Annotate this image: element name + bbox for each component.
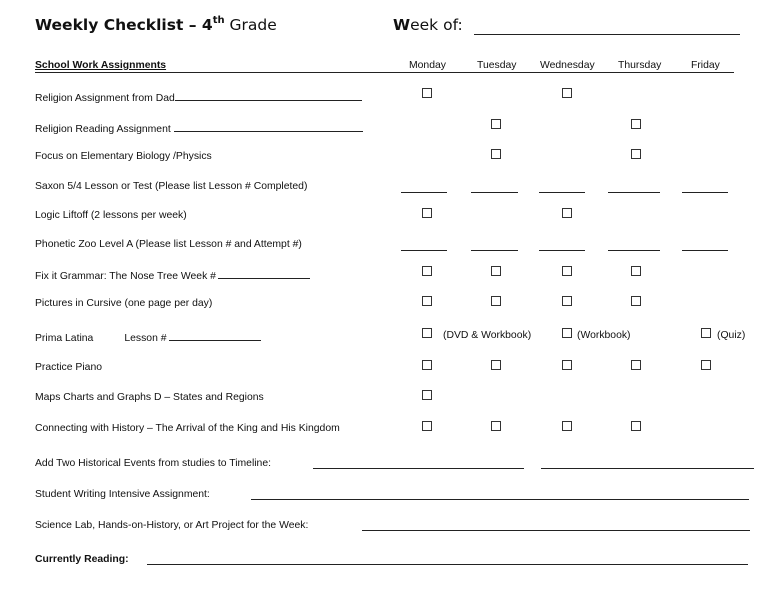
checkbox-monday[interactable] bbox=[422, 390, 432, 400]
list-item: Currently Reading: bbox=[35, 554, 129, 565]
list-item: Maps Charts and Graphs D – States and Regions bbox=[35, 392, 264, 403]
timeline-blank-1[interactable] bbox=[313, 468, 524, 469]
checkbox-tuesday[interactable] bbox=[491, 296, 501, 306]
list-item bbox=[35, 90, 362, 104]
checkbox-tuesday[interactable] bbox=[491, 360, 501, 370]
title-superscript: th bbox=[212, 15, 225, 26]
day-tuesday: Tuesday bbox=[477, 60, 517, 71]
day-friday: Friday bbox=[691, 60, 720, 71]
lesson-label: Lesson # bbox=[124, 333, 167, 344]
fill-blank[interactable] bbox=[218, 268, 310, 279]
list-item: Connecting with History – The Arrival of the King and His Kingdom bbox=[35, 423, 340, 434]
checkbox-thursday[interactable] bbox=[631, 360, 641, 370]
row-label: Fix it Grammar: The Nose Tree Week # bbox=[35, 271, 216, 282]
week-of-rest: eek of: bbox=[410, 16, 463, 34]
checkbox-wednesday[interactable] bbox=[562, 88, 572, 98]
list-item: Practice Piano bbox=[35, 362, 102, 373]
note-quiz: (Quiz) bbox=[717, 330, 746, 341]
page-title bbox=[35, 16, 277, 34]
blank-thursday[interactable] bbox=[608, 250, 660, 251]
list-item bbox=[35, 268, 310, 282]
checkbox-thursday[interactable] bbox=[631, 149, 641, 159]
checkbox-wednesday[interactable] bbox=[562, 360, 572, 370]
checkbox-tuesday[interactable] bbox=[491, 421, 501, 431]
checkbox-friday[interactable] bbox=[701, 360, 711, 370]
days-underline bbox=[393, 72, 734, 73]
list-item: Science Lab, Hands-on-History, or Art Project for the Week: bbox=[35, 520, 309, 531]
checkbox-monday[interactable] bbox=[422, 266, 432, 276]
note-dvd-workbook: (DVD & Workbook) bbox=[443, 330, 532, 341]
checkbox-thursday[interactable] bbox=[631, 296, 641, 306]
checkbox-monday[interactable] bbox=[422, 328, 432, 338]
reading-blank[interactable] bbox=[147, 564, 748, 565]
fill-blank[interactable] bbox=[169, 330, 261, 341]
checkbox-wednesday[interactable] bbox=[562, 208, 572, 218]
list-item: Focus on Elementary Biology /Physics bbox=[35, 151, 212, 162]
checkbox-wednesday[interactable] bbox=[562, 296, 572, 306]
checkbox-wednesday[interactable] bbox=[562, 421, 572, 431]
row-label: Religion Reading Assignment bbox=[35, 124, 171, 135]
checkbox-monday[interactable] bbox=[422, 360, 432, 370]
heading-underline bbox=[35, 72, 393, 73]
day-thursday: Thursday bbox=[618, 60, 662, 71]
checkbox-wednesday[interactable] bbox=[562, 328, 572, 338]
checkbox-thursday[interactable] bbox=[631, 421, 641, 431]
blank-friday[interactable] bbox=[682, 250, 728, 251]
week-of-label bbox=[393, 16, 463, 34]
row-label: Prima Latina bbox=[35, 333, 94, 344]
list-item: Phonetic Zoo Level A (Please list Lesson # and Attempt #) bbox=[35, 239, 302, 250]
blank-monday[interactable] bbox=[401, 192, 447, 193]
blank-tuesday[interactable] bbox=[471, 192, 518, 193]
week-of-blank[interactable] bbox=[474, 34, 740, 35]
blank-thursday[interactable] bbox=[608, 192, 660, 193]
title-suffix: Grade bbox=[224, 16, 277, 35]
week-of-initial: W bbox=[393, 16, 411, 34]
blank-wednesday[interactable] bbox=[539, 192, 585, 193]
table-heading: School Work Assignments bbox=[35, 60, 167, 71]
checkbox-wednesday[interactable] bbox=[562, 266, 572, 276]
fill-blank[interactable] bbox=[174, 121, 363, 132]
checkbox-thursday[interactable] bbox=[631, 119, 641, 129]
fill-blank[interactable] bbox=[175, 90, 362, 101]
list-item: Add Two Historical Events from studies to Timeline: bbox=[35, 458, 272, 469]
list-item bbox=[35, 330, 261, 344]
blank-monday[interactable] bbox=[401, 250, 447, 251]
checkbox-thursday[interactable] bbox=[631, 266, 641, 276]
checkbox-friday[interactable] bbox=[701, 328, 711, 338]
checkbox-monday[interactable] bbox=[422, 296, 432, 306]
blank-wednesday[interactable] bbox=[539, 250, 585, 251]
list-item: Logic Liftoff (2 lessons per week) bbox=[35, 210, 187, 221]
checkbox-tuesday[interactable] bbox=[491, 149, 501, 159]
checkbox-monday[interactable] bbox=[422, 88, 432, 98]
blank-friday[interactable] bbox=[682, 192, 728, 193]
checkbox-monday[interactable] bbox=[422, 421, 432, 431]
checkbox-monday[interactable] bbox=[422, 208, 432, 218]
project-blank[interactable] bbox=[362, 530, 750, 531]
writing-blank[interactable] bbox=[251, 499, 749, 500]
list-item: Student Writing Intensive Assignment: bbox=[35, 489, 210, 500]
list-item: Pictures in Cursive (one page per day) bbox=[35, 298, 213, 309]
row-label: Religion Assignment from Dad bbox=[35, 93, 175, 104]
timeline-blank-2[interactable] bbox=[541, 468, 754, 469]
day-monday: Monday bbox=[409, 60, 446, 71]
title-prefix: Weekly Checklist – 4 bbox=[35, 16, 213, 35]
checkbox-tuesday[interactable] bbox=[491, 266, 501, 276]
list-item bbox=[35, 121, 363, 135]
checkbox-tuesday[interactable] bbox=[491, 119, 501, 129]
note-workbook: (Workbook) bbox=[577, 330, 631, 341]
day-wednesday: Wednesday bbox=[540, 60, 595, 71]
blank-tuesday[interactable] bbox=[471, 250, 518, 251]
list-item: Saxon 5/4 Lesson or Test (Please list Lesson # Completed) bbox=[35, 181, 308, 192]
